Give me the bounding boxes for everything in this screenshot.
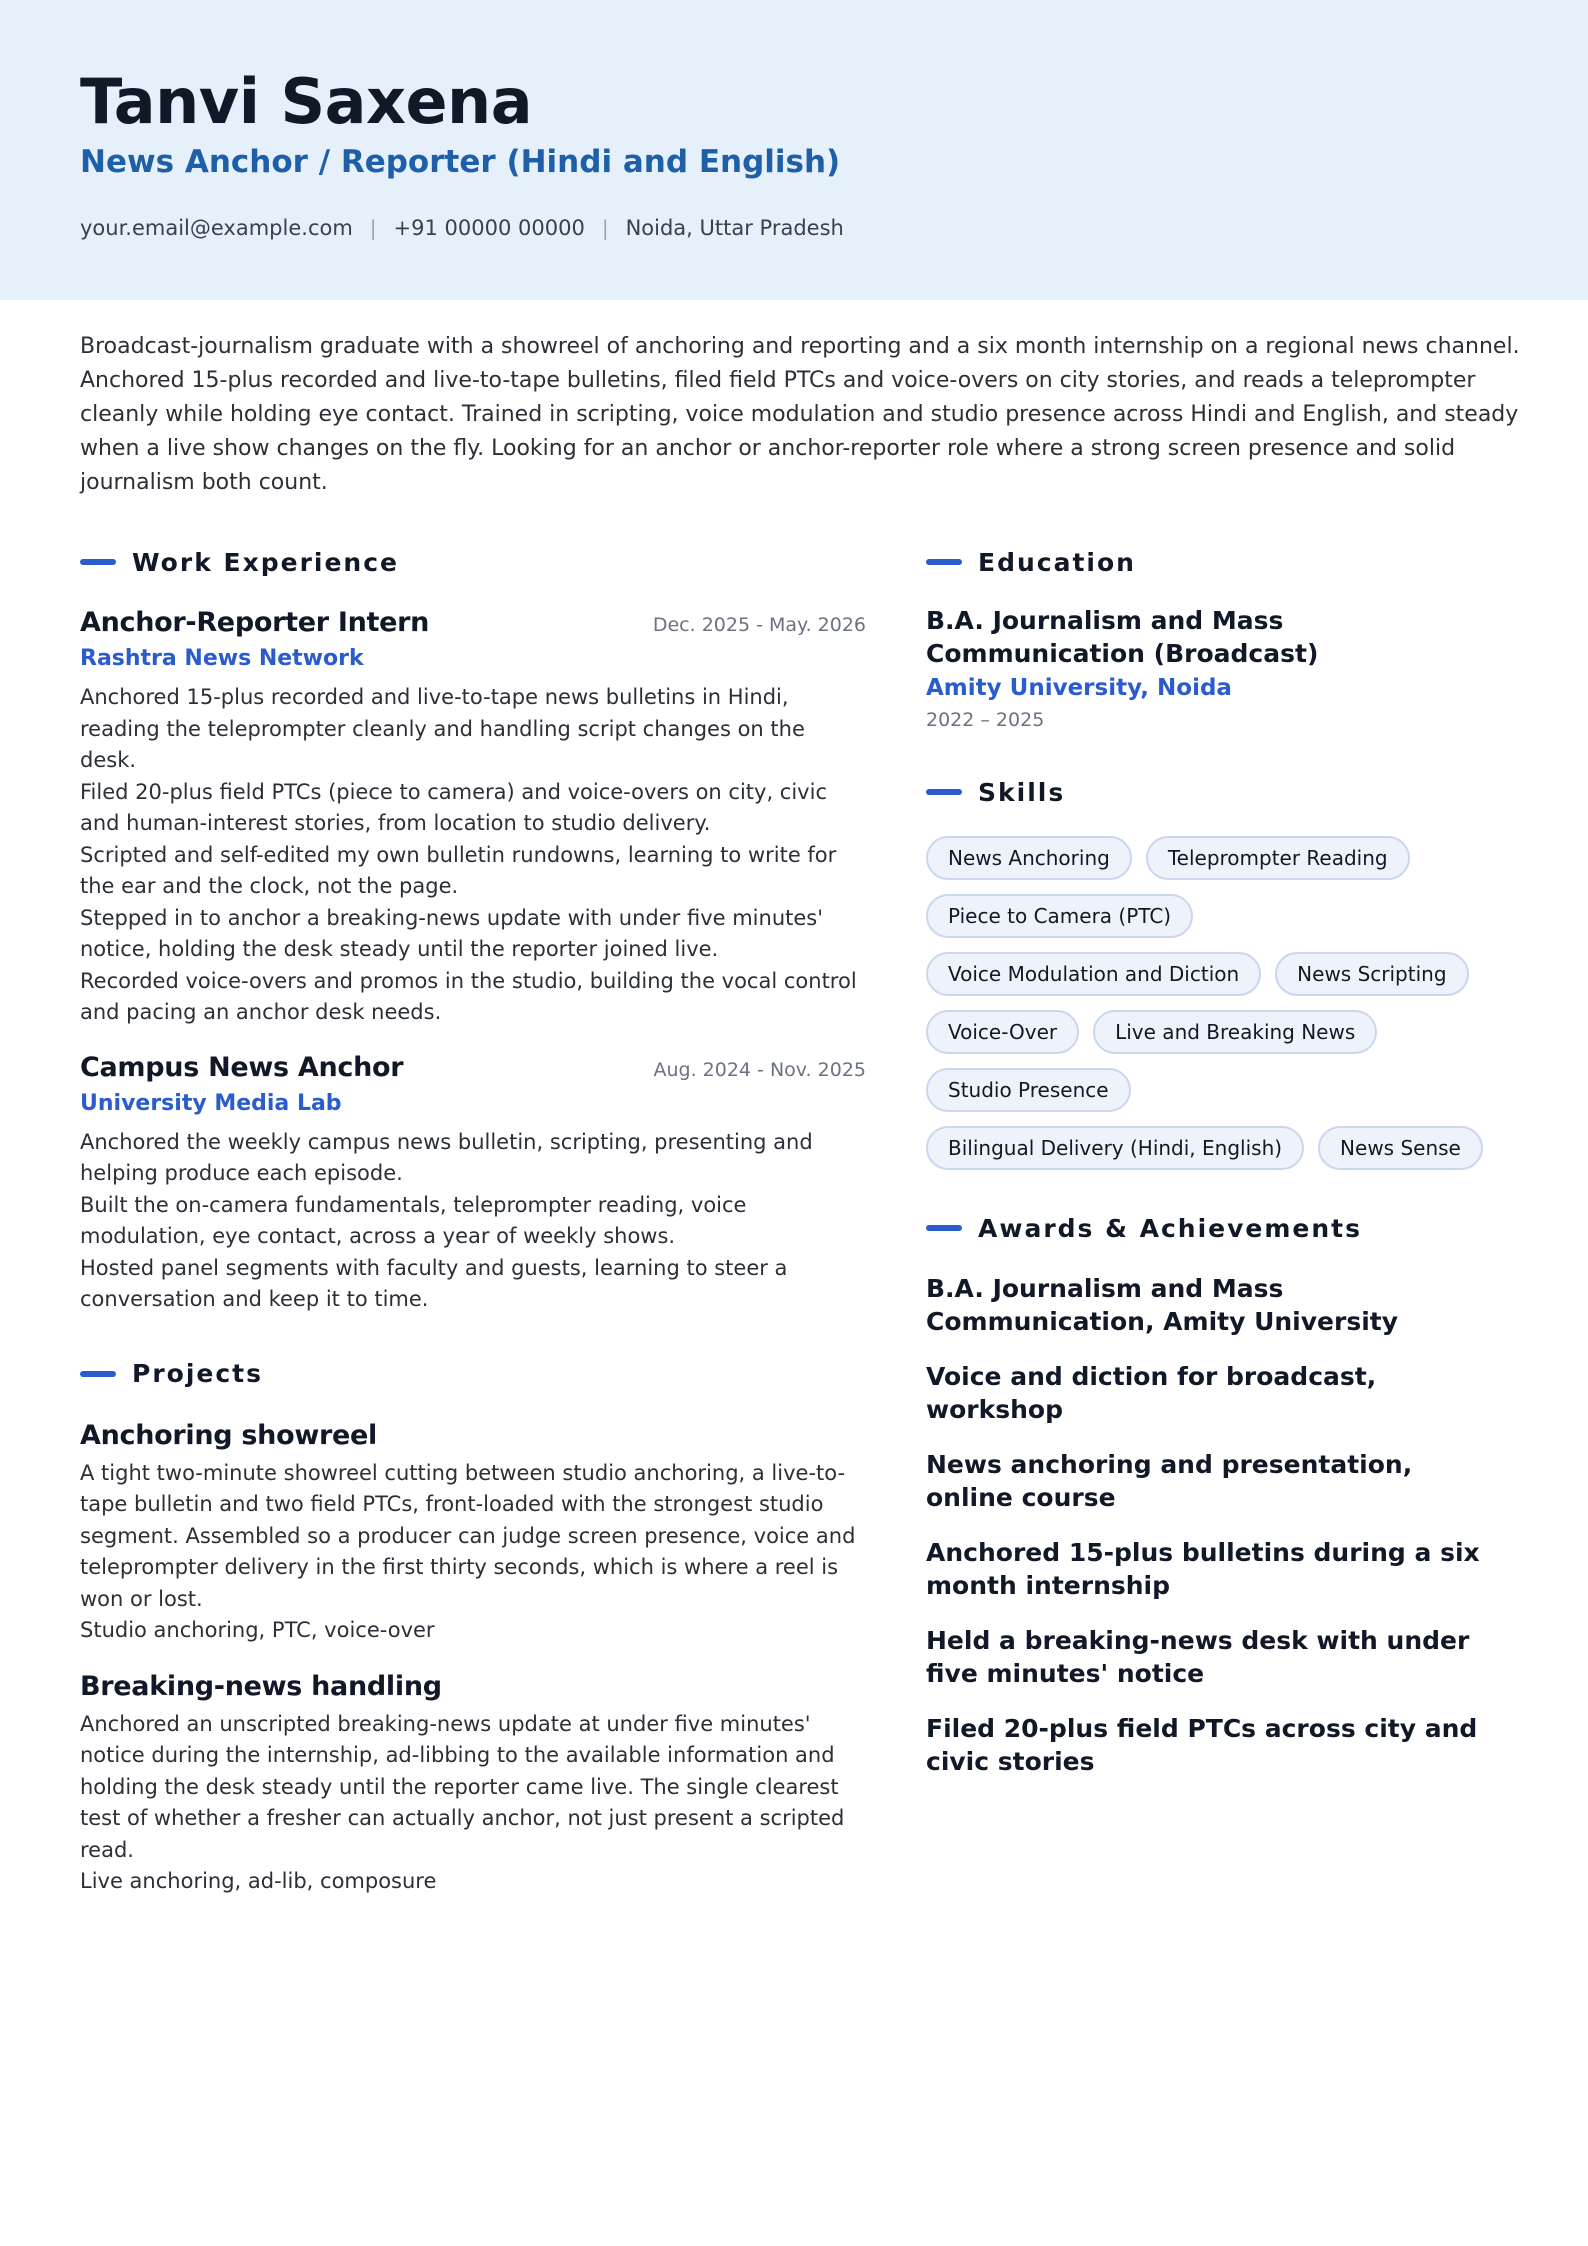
section-title: Awards & Achievements xyxy=(978,1213,1363,1243)
job-bullet: Anchored 15-plus recorded and live-to-tape news bulletins in Hindi, reading the teleprompter cleanly and handling script changes on the desk. xyxy=(80,685,805,772)
job-title: Campus News Anchor xyxy=(80,1051,404,1083)
section-title: Skills xyxy=(978,777,1066,807)
resume-header xyxy=(0,0,1588,300)
section-title: Work Experience xyxy=(132,547,399,577)
right-column xyxy=(926,540,1506,1778)
project-entry xyxy=(80,1416,866,1647)
project-entry xyxy=(80,1667,866,1898)
skill-chip: News Anchoring xyxy=(926,836,1132,880)
section-heading-projects xyxy=(80,1352,866,1396)
job-bullet: Recorded voice-overs and promos in the studio, building the vocal control and pacing an anchor desk needs. xyxy=(80,968,857,1024)
project-title: Breaking-news handling xyxy=(80,1670,442,1702)
project-title: Anchoring showreel xyxy=(80,1419,377,1451)
job-bullet: Anchored the weekly campus news bulletin, scripting, presenting and helping produce each episode. xyxy=(80,1129,813,1185)
section-heading-awards xyxy=(926,1206,1506,1250)
section-accent-bar xyxy=(80,1371,116,1377)
skill-chip: Teleprompter Reading xyxy=(1146,836,1410,880)
candidate-name: Tanvi Saxena xyxy=(80,65,533,138)
contact-email: your.email@example.com xyxy=(80,216,353,240)
contact-phone: +91 00000 00000 xyxy=(393,216,585,240)
skills-list xyxy=(926,836,1506,1170)
job-bullets xyxy=(80,1127,866,1316)
skill-chip: Voice-Over xyxy=(926,1010,1079,1054)
summary-paragraph: Broadcast-journalism graduate with a showreel of anchoring and reporting and a six month internship on a regional news channel. Anchored 15-plus recorded and live-to-tape bulletins, filed field PTCs and voice-overs on city stories, and reads a teleprompter cleanly while holding eye contact. Trained in scripting, voice modulation and studio presence across Hindi and English, and steady when a live show changes on the fly. Looking for an anchor or anchor-reporter role where a strong screen presence and solid journalism both count. xyxy=(80,334,1520,495)
education-school: Amity University, Noida xyxy=(926,675,1232,701)
section-accent-bar xyxy=(926,789,962,795)
skill-chip: News Scripting xyxy=(1275,952,1468,996)
job-header xyxy=(80,604,866,642)
contact-location: Noida, Uttar Pradesh xyxy=(625,216,844,240)
contact-line xyxy=(80,213,844,243)
contact-separator: | xyxy=(601,216,609,240)
education-degree: B.A. Journalism and Mass Communication (Broadcast) xyxy=(926,606,1319,668)
job-bullet: Scripted and self-edited my own bulletin rundowns, learning to write for the ear and the clock, not the page. xyxy=(80,842,837,898)
job-title: Anchor-Reporter Intern xyxy=(80,607,430,638)
award-item: Filed 20-plus field PTCs across city and civic stories xyxy=(926,1714,1478,1776)
section-accent-bar xyxy=(926,559,962,565)
skill-chip: Bilingual Delivery (Hindi, English) xyxy=(926,1126,1304,1170)
project-tags: Studio anchoring, PTC, voice-over xyxy=(80,1618,435,1642)
job-dates: Aug. 2024 - Nov. 2025 xyxy=(653,1058,866,1081)
left-column xyxy=(80,540,866,1898)
award-item: News anchoring and presentation, online course xyxy=(926,1450,1413,1512)
award-item: Anchored 15-plus bulletins during a six month internship xyxy=(926,1538,1480,1600)
skill-chip: Live and Breaking News xyxy=(1093,1010,1377,1054)
job-bullet: Built the on-camera fundamentals, teleprompter reading, voice modulation, eye contact, across a year of weekly shows. xyxy=(80,1192,747,1248)
job-bullet: Hosted panel segments with faculty and guests, learning to steer a conversation and keep it to time. xyxy=(80,1255,788,1311)
job-organization: Rashtra News Network xyxy=(80,646,364,671)
section-heading-skills xyxy=(926,770,1506,814)
section-title: Education xyxy=(978,547,1136,577)
award-item: Voice and diction for broadcast, workshop xyxy=(926,1362,1377,1424)
job-dates: Dec. 2025 - May. 2026 xyxy=(652,614,866,636)
section-heading-work xyxy=(80,540,866,584)
award-item: B.A. Journalism and Mass Communication, Amity University xyxy=(926,1274,1399,1336)
project-description: A tight two-minute showreel cutting between studio anchoring, a live-to-tape bulletin and two field PTCs, front-loaded with the strongest studio segment. Assembled so a producer can judge screen presence, voice and teleprompter delivery in the first thirty seconds, which is where a reel is won or lost. xyxy=(80,1460,856,1611)
skill-chip: News Sense xyxy=(1318,1126,1483,1170)
job-bullet: Stepped in to anchor a breaking-news update with under five minutes' notice, holding the desk steady until the reporter joined live. xyxy=(80,905,824,961)
section-heading-education xyxy=(926,540,1506,584)
award-item: Held a breaking-news desk with under five minutes' notice xyxy=(926,1626,1470,1688)
section-title: Projects xyxy=(132,1359,264,1388)
candidate-title: News Anchor / Reporter (Hindi and English) xyxy=(80,144,841,180)
job-entry xyxy=(80,604,866,1029)
job-header xyxy=(80,1049,866,1087)
job-bullets xyxy=(80,682,866,1029)
skill-chip: Piece to Camera (PTC) xyxy=(926,894,1193,938)
section-accent-bar xyxy=(80,559,116,565)
job-entry xyxy=(80,1049,866,1316)
education-years: 2022 – 2025 xyxy=(926,709,1045,731)
job-organization: University Media Lab xyxy=(80,1090,342,1116)
job-bullet: Filed 20-plus field PTCs (piece to camera) and voice-overs on city, civic and human-interest stories, from location to studio delivery. xyxy=(80,779,827,835)
contact-separator: | xyxy=(369,216,377,240)
section-accent-bar xyxy=(926,1225,962,1231)
project-tags: Live anchoring, ad-lib, composure xyxy=(80,1869,437,1893)
skill-chip: Studio Presence xyxy=(926,1068,1131,1112)
project-description: Anchored an unscripted breaking-news update at under five minutes' notice during the internship, ad-libbing to the available information and holding the desk steady until the reporter came live. The single clearest test of whether a fresher can actually anchor, not just present a scripted read. xyxy=(80,1711,845,1862)
skill-chip: Voice Modulation and Diction xyxy=(926,952,1261,996)
